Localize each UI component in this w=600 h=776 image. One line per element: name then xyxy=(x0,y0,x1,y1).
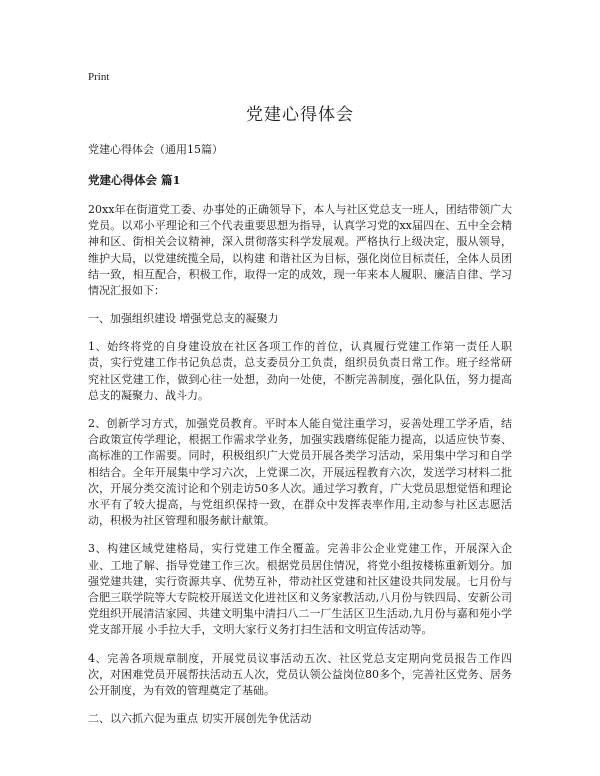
item-one-paragraph: 1、始终将党的自身建设放在社区各项工作的首位，认真履行党建工作第一责任人职责，实行党建工作书记负总责，总支委员分工负责，组织员负责日常工作。班子经常研究社区党建工作，做到心往一处想，劲向一处使，不断完善制度，强化队伍，努力提高总支的凝聚力、战斗力。 xyxy=(88,340,512,402)
print-label[interactable]: Print xyxy=(88,71,110,83)
item-three-paragraph: 3、构建区域党建格局，实行党建工作全覆盖。完善非公企业党建工作，开展深入企业、工地了解、指导党建工作三次。根据党员居住情况，将党小组按楼栋重新划分。加强党建共建，实行资源共享、优势互补，带动社区党建和社区建设共同发展。七月份与合肥三联学院等大专院校开展送文化进社区和义务家教活动,八月份与铁四局、安新公司党组织开展清洁家园、共建文明集中清扫八二一厂生活区卫生活动,九月份与嘉和苑小学党支部开展 小手拉大手，文明大家行义务打扫生活和文明宣传活动等。 xyxy=(88,542,512,637)
document-title: 党建心得体会 xyxy=(246,105,354,125)
section-title: 党建心得体会 篇1 xyxy=(88,173,181,187)
heading-one: 一、加强组织建设 增强党总支的凝聚力 xyxy=(88,312,279,326)
heading-two: 二、以六抓六促为重点 切实开展创先争优活动 xyxy=(88,712,312,726)
item-two-paragraph: 2、创新学习方式，加强党员教育。平时本人能自觉注重学习，妥善处理工学矛盾，结合政策宣传学理论，根据工作需求学业务，加强实践磨练促能力提高，以适应快节奏、高标准的工作需要。同时，积极组织广大党员开展各类学习活动，采用集中学习和自学相结合。全年开展集中学习六次，上党课二次，开展远程教育六次，发送学习材料二批次，开展分类交流讨论和个别走访50多人次。通过学习教育，广大党员思想觉悟和理论水平有了较大提高，与党组织保持一致，在群众中发挥表率作用,主动参与社区志愿活动，积极为社区管理和服务献计献策。 xyxy=(88,417,512,528)
document-subtitle: 党建心得体会（通用15篇） xyxy=(88,143,223,156)
item-four-paragraph: 4、完善各项规章制度，开展党员议事活动五次、社区党总支定期向党员报告工作四次，对困难党员开展帮扶活动五人次，党员认领公益岗位80多个，完善社区党务、居务公开制度，为有效的管理奠定了基础。 xyxy=(88,651,512,698)
intro-paragraph: 20xx年在街道党工委、办事处的正确领导下，本人与社区党总支一班人，团结带领广大党员。以邓小平理论和三个代表重要思想为指导，认真学习党的xx届四在、五中全会精神和区、街相关会议精神，深入贯彻落实科学发展观。严格执行上级决定，服从领导，维护大局，以党建统揽全局，以构建 和谐社区为目标，强化岗位目标责任，全体人员团结一致，相互配合，积极工作，取得一定的成效，现一年来本人履职、廉洁自律、学习情况汇报如下： xyxy=(88,203,512,298)
